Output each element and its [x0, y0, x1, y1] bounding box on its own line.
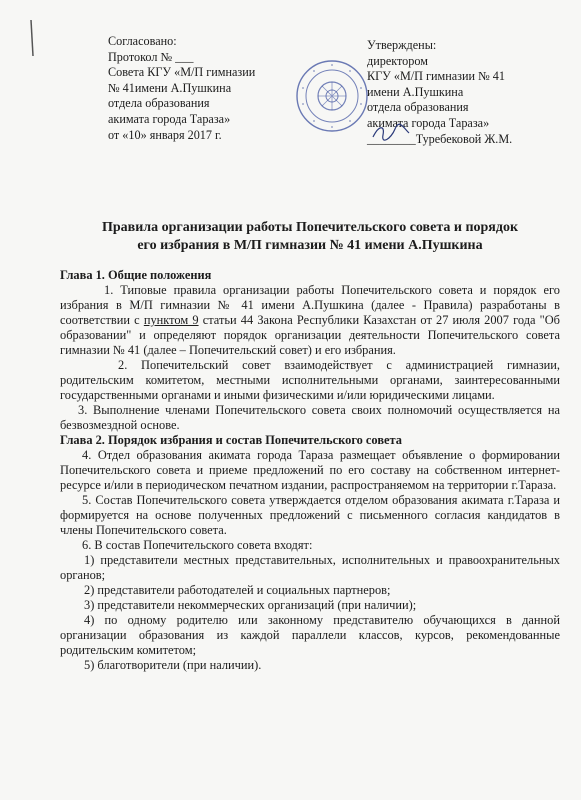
paragraph-5: 5. Состав Попечительского совета утверждается отделом образования акимата г.Тараза и формируется на основе полученных предложений с письменного согласия кандидатов в члены Попечительского совета.	[60, 493, 560, 537]
approval-line: отдела образования	[367, 100, 469, 115]
approval-line: Согласовано:	[108, 34, 177, 48]
approval-block-left	[108, 34, 278, 143]
title-line: Правила организации работы Попечительского совета и порядок	[101, 220, 519, 235]
approval-line: отдела образования	[108, 96, 210, 111]
paragraph-6: 6. В состав Попечительского совета входят:	[82, 538, 313, 552]
approval-line: акимата города Тараза»	[108, 111, 231, 126]
list-item: 4) по одному родителю или законному представителю обучающихся в данной организации образования из каждой параллели классов, курсов, рекомендованные родительским комитетом;	[60, 613, 560, 657]
approval-line: Совета КГУ «М/П гимназии	[108, 65, 256, 80]
title-line: его избрания в М/П гимназии № 41 имени А.Пушкина	[137, 238, 483, 253]
official-seal-icon	[294, 58, 370, 134]
approval-line: № 41имени А.Пушкина	[108, 80, 232, 95]
approval-line: Утверждены:	[367, 38, 437, 52]
list-item: 3) представители некоммерческих организаций (при наличии);	[84, 598, 417, 612]
list-item: 2) представители работодателей и социальных партнеров;	[84, 583, 391, 597]
paragraph-4: 4. Отдел образования акимата города Тараза размещает объявление о формировании Попечительского совета и приеме предложений по его составу на собственном интернет-ресурсе и/или в периодическом печатном издании, распространяемом на территории г.Тараза.	[60, 448, 560, 492]
paragraph-3: 3. Выполнение членами Попечительского совета своих полномочий осуществляется на безвозмездной основе.	[60, 403, 560, 432]
chapter-heading: Глава 1. Общие положения	[60, 268, 212, 282]
paragraph-2: 2. Попечительский совет взаимодействует с администрацией гимназии, родительским комитетом, местными исполнительными органами, заинтересованными государственными органами и иными физическими и/или юридическими лицами.	[60, 358, 560, 402]
approval-line: директором	[367, 53, 428, 68]
approval-date-line: от «10» января 2017 г.	[108, 127, 222, 142]
list-item: 5) благотворители (при наличии).	[84, 658, 262, 672]
approval-line: Протокол № ___	[108, 49, 194, 64]
signature-icon	[371, 121, 411, 143]
document-title	[60, 219, 560, 255]
director-signature-line: ________Туребековой Ж.М.	[367, 131, 513, 146]
chapter-heading: Глава 2. Порядок избрания и состав Попечительского совета	[60, 433, 402, 447]
paragraph-text: 1. Типовые правила организации работы Попечительского совета и порядок его избрания в М/П гимназии № 41 имени А.Пушкина (далее - Правила) разработаны в соответствии с	[60, 283, 560, 327]
scan-mark-icon	[28, 18, 38, 58]
paragraph-text: статьи 44 Закона Республики Казахстан от 27 июля 2007 года "Об образовании" и определяют порядок организации деятельности Попечительского совета гимназии № 41 (далее – Попечительский совет) и его избрания.	[60, 313, 560, 357]
approval-line: акимата города Тараза»	[367, 115, 490, 130]
approval-line: имени А.Пушкина	[367, 84, 464, 99]
approval-line: КГУ «М/П гимназии № 41	[367, 69, 505, 84]
list-item: 1) представители местных представительных, исполнительных и правоохранительных органов;	[60, 553, 560, 582]
paragraph-1	[60, 283, 560, 358]
document-body	[60, 268, 560, 673]
law-reference-link[interactable]: пунктом 9	[143, 313, 199, 327]
